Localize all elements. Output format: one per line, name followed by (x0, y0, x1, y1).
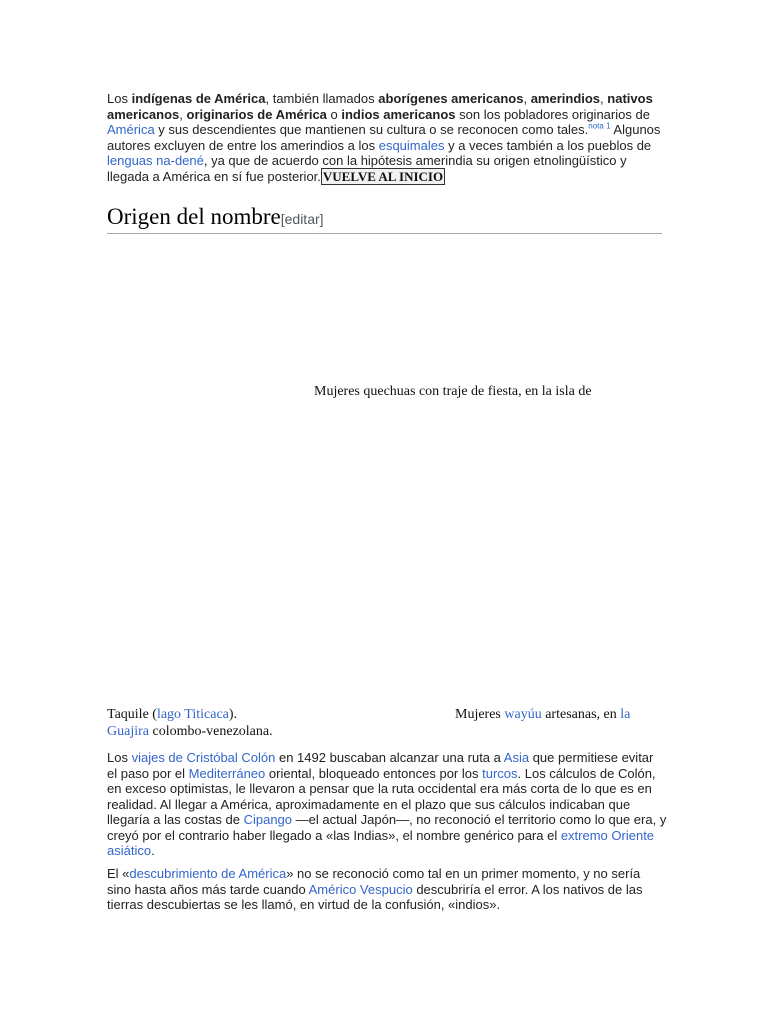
intro-text: , también llamados (265, 91, 379, 106)
link-mediterraneo[interactable]: Mediterráneo (188, 765, 266, 781)
intro-text: , (523, 91, 531, 106)
edit-bracket: [ (280, 211, 285, 227)
intro-bold-term: originarios de América (186, 106, 327, 122)
intro-text: y a veces también a los pueblos de (444, 137, 652, 153)
caption-text: Mujeres quechuas con traje de fiesta, en la isla de (314, 384, 592, 399)
link-la-guajira[interactable]: la (620, 707, 631, 722)
intro-text: Algunos autores excluyen de entre los amerindios a los (107, 122, 661, 153)
intro-text: , ya que de acuerdo con la hipótesis amerindia su origen etnolingüístico y llegada a América en sí fue posterior. (107, 153, 627, 184)
link-lenguas-na-dene[interactable]: lenguas na-dené (107, 153, 204, 168)
edit-bracket: ] (319, 211, 324, 227)
body-text: El « (107, 866, 130, 881)
paragraph-colon (107, 750, 667, 859)
back-to-top-button[interactable]: VUELVE AL INICIO (322, 168, 444, 184)
body-text: que permitiese evitar el paso por el (107, 750, 654, 781)
link-esquimales[interactable]: esquimales (378, 137, 445, 153)
link-america[interactable]: América (107, 122, 155, 137)
section-heading (107, 204, 662, 234)
intro-text: Los (107, 91, 132, 106)
intro-bold-term: amerindios (530, 91, 601, 106)
intro-bold-term: indios americanos (341, 106, 456, 122)
link-wayuu[interactable]: wayúu (504, 707, 542, 722)
link-lago-titicaca[interactable]: lago Titicaca (156, 707, 229, 722)
edit-section-link[interactable]: editar (284, 211, 320, 227)
caption-text: artesanas, en (541, 707, 621, 722)
caption-text: colombo-venezolana. (148, 724, 273, 739)
caption-text: Mujeres (455, 707, 505, 722)
link-descubrimiento[interactable]: descubrimiento de América (129, 866, 287, 881)
link-la-guajira[interactable]: Guajira (107, 724, 149, 739)
body-text: en 1492 buscaban alcanzar una ruta a (275, 750, 504, 765)
caption-wayuu (455, 707, 630, 723)
intro-paragraph (107, 91, 663, 184)
caption-wayuu-cont (107, 724, 273, 740)
link-turcos[interactable]: turcos (482, 765, 518, 781)
caption-quechua-cont (107, 707, 237, 723)
body-text: Los (107, 750, 132, 765)
caption-text: Taquile ( (107, 707, 157, 722)
link-extremo-oriente[interactable]: extremo Oriente asiático (107, 827, 655, 858)
body-text: descubriría el error. A los nativos de las tierras descubiertas se les llamó, en virtud de la confusión, «indios». (107, 881, 643, 912)
link-viajes-colon[interactable]: viajes de Cristóbal Colón (131, 750, 276, 765)
link-asia[interactable]: Asia (503, 750, 530, 765)
link-cipango[interactable]: Cipango (243, 812, 293, 827)
intro-text: , (179, 106, 187, 122)
body-text: . (151, 843, 155, 858)
footnote-link[interactable]: nota 1 (588, 121, 611, 131)
intro-bold-term: aborígenes americanos (378, 91, 524, 106)
intro-bold-term: indígenas de América (131, 91, 266, 106)
section-title: Origen del nombre (107, 204, 281, 229)
body-text: » no se reconoció como tal en un primer momento, y no sería sino hasta años más tarde cuando (107, 866, 641, 897)
body-text: —el actual Japón—, no reconoció el territorio como lo que era, y creyó por el contrario haber llegado a «las Indias», el nombre genérico para el (107, 812, 667, 843)
intro-bold-term: nativos americanos (107, 91, 653, 122)
link-americo-vespucio[interactable]: Américo Vespucio (308, 881, 413, 897)
body-text: . Los cálculos de Colón, en exceso optimistas, le llevaron a pensar que la ruta occidental era más corta de lo que es en realidad. Al llegar a América, aproximadamente en el plazo que sus cálculos indicaban que llegaría a las costas de (107, 765, 656, 827)
intro-text: son los pobladores originarios de (455, 106, 650, 122)
intro-text: , (600, 91, 608, 106)
caption-text: ). (228, 707, 238, 722)
caption-quechua (314, 384, 592, 400)
intro-text: y sus descendientes que mantienen su cultura o se reconocen como tales. (154, 122, 589, 137)
body-text: oriental, bloqueado entonces por los (265, 765, 483, 781)
paragraph-descubrimiento (107, 866, 667, 913)
intro-text: o (326, 106, 342, 122)
